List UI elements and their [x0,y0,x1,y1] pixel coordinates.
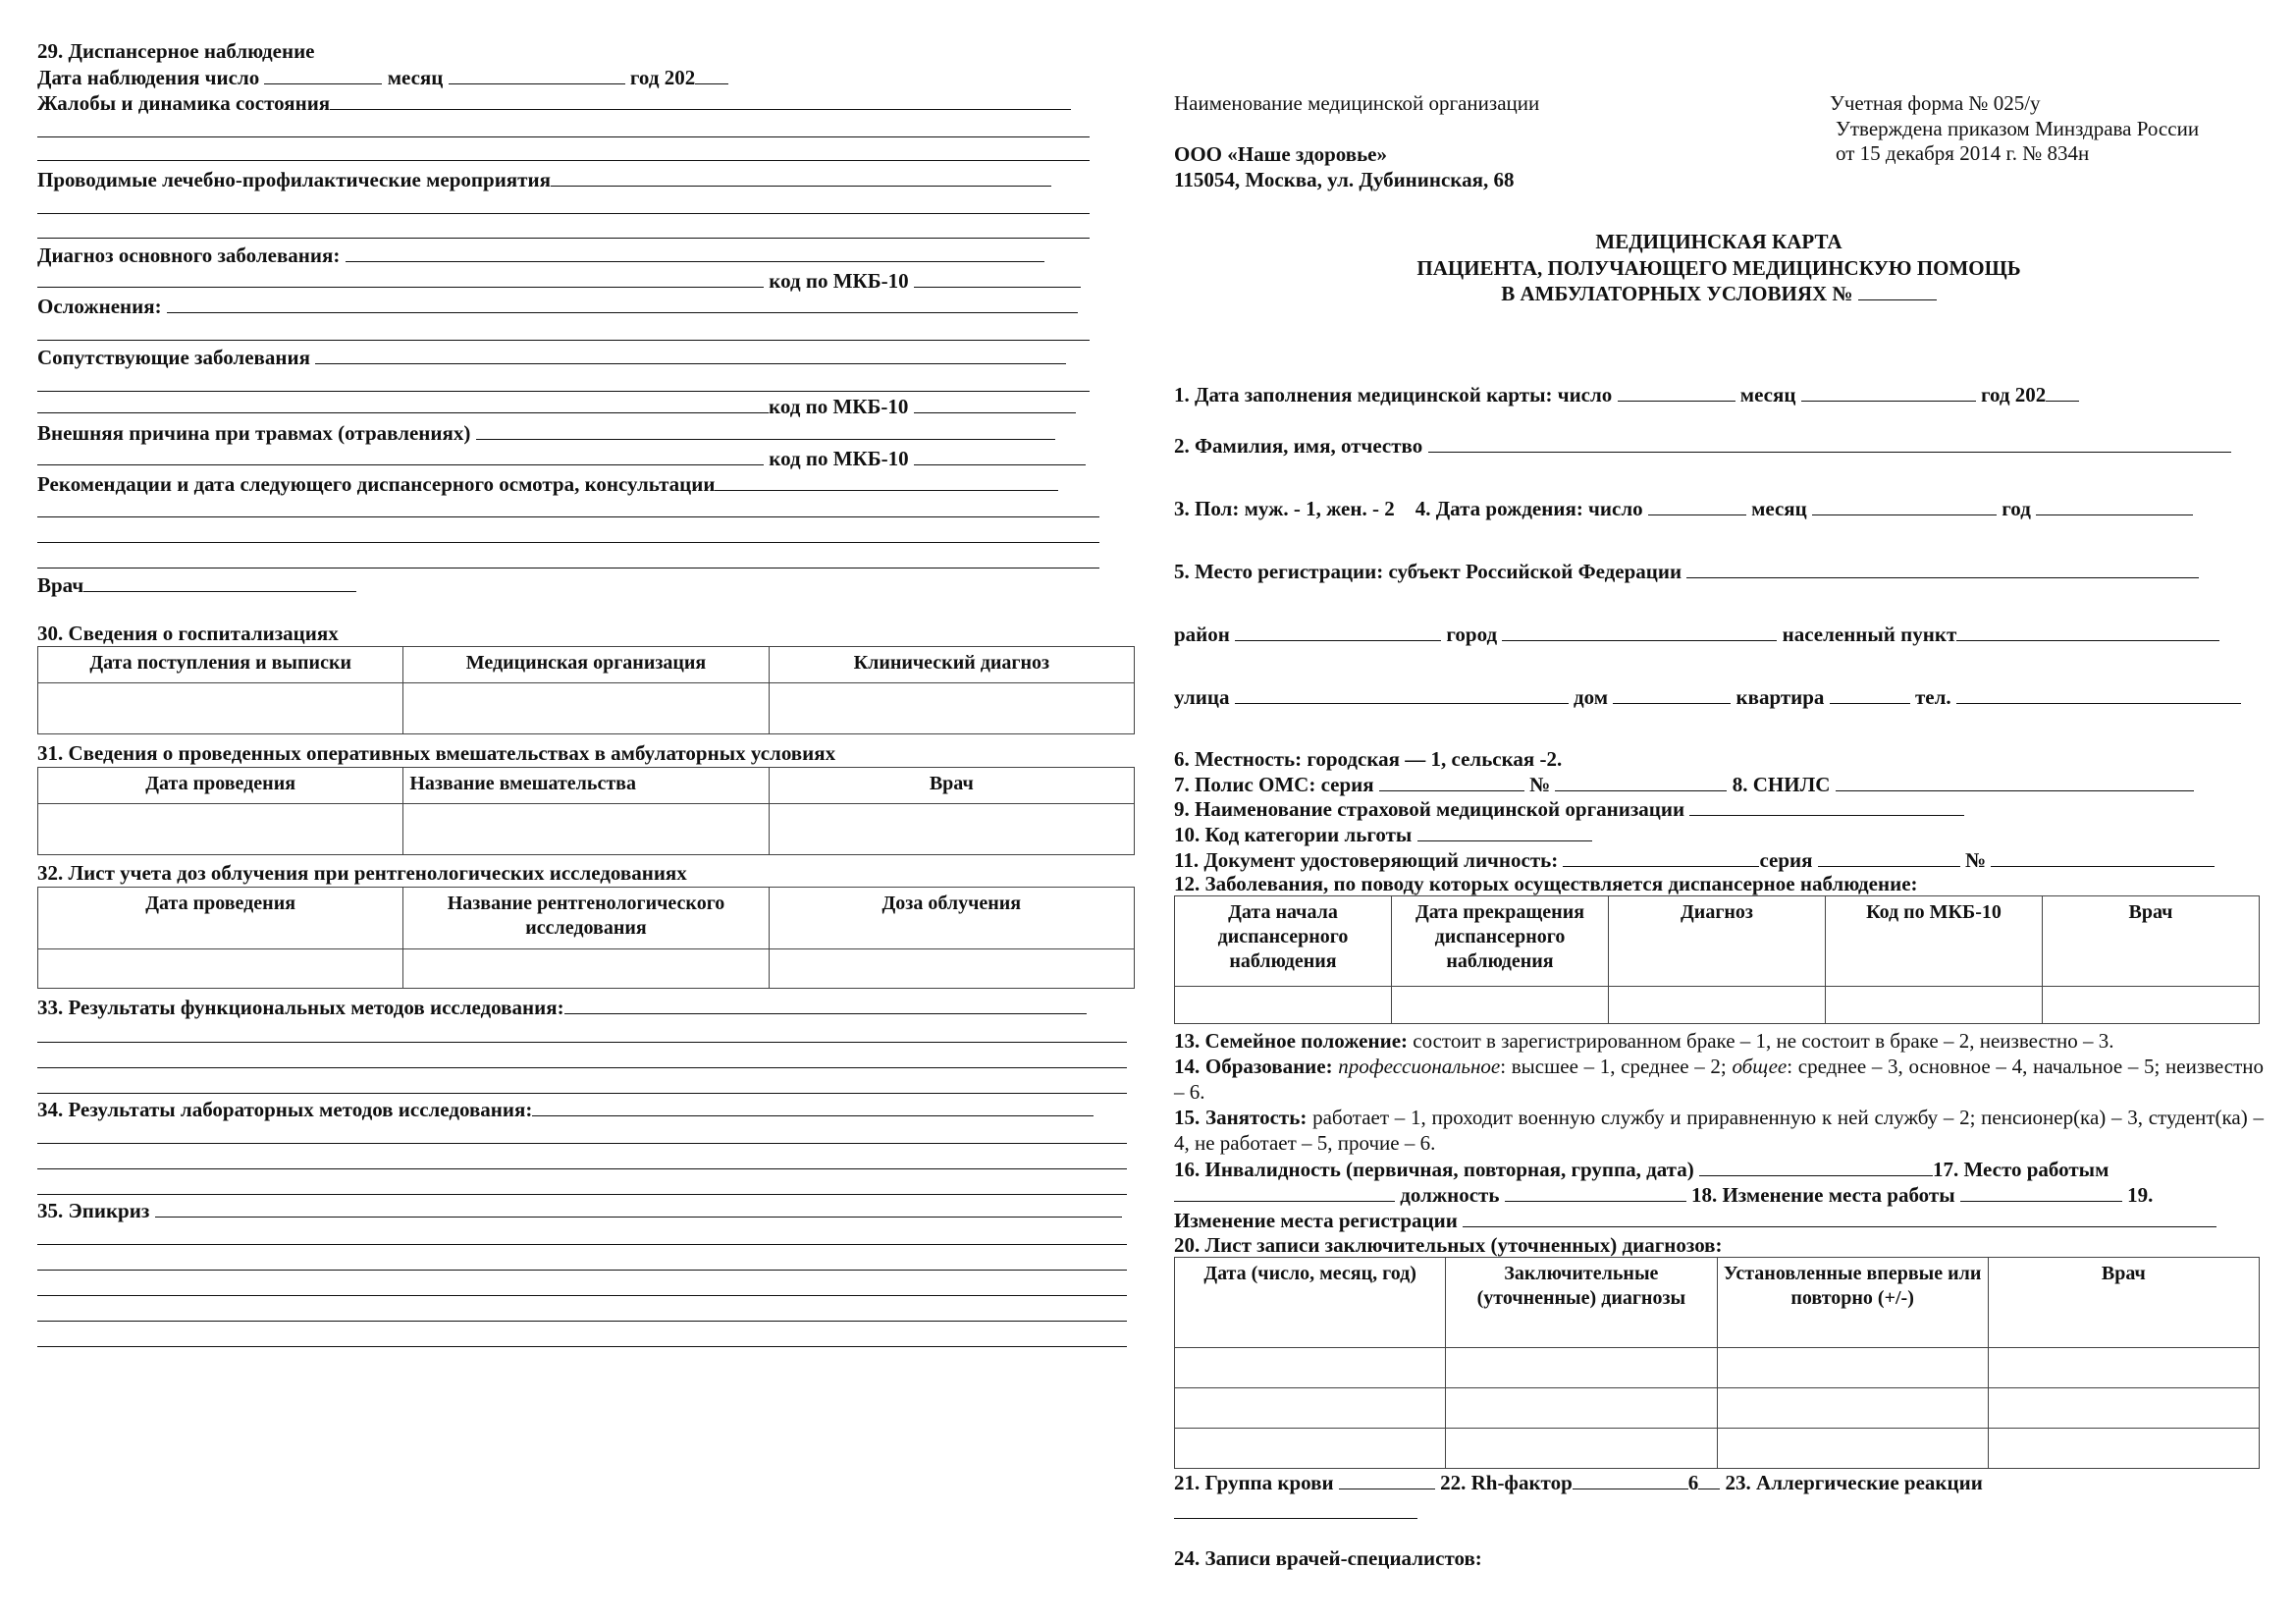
table-header: Код по МКБ-10 [1826,896,2043,987]
approved-text: Утверждена приказом Минздрава России [1836,117,2200,140]
section-32-title: 32. Лист учета доз облучения при рентгенологических исследованиях [37,861,687,885]
concomitant-row: Сопутствующие заболевания [37,345,1066,370]
epicrisis-line-5[interactable] [37,1321,1127,1322]
lab-results-field[interactable] [532,1097,1094,1116]
table-cell[interactable] [1717,1429,1988,1469]
position-field[interactable] [1505,1182,1686,1202]
blood-group-field[interactable] [1339,1470,1435,1489]
table-cell[interactable] [1717,1348,1988,1388]
registration-row: 5. Место регистрации: субъект Российской Федерации [1174,559,2199,584]
table-header: Заключительные (уточненные) диагнозы [1446,1258,1717,1348]
benefit-code-field[interactable] [1417,822,1592,841]
locality-field[interactable] [1956,622,2219,641]
epicrisis-line-3[interactable] [37,1270,1127,1271]
allergy-field[interactable] [1174,1518,1417,1519]
table-cell[interactable] [1175,1348,1446,1388]
mkb-code-1-field[interactable] [914,268,1081,288]
external-cause-row: Внешняя причина при травмах (отравлениях) [37,420,1055,446]
rh-extra-field[interactable] [1698,1470,1720,1489]
city-field[interactable] [1502,622,1777,641]
employment: 15. Занятость: работает – 1, проходит военную службу и приравненную к ней службу – 2; пенсионер(ка) – 3, студент(ка) –4, не работает – 5, прочие – 6. [1174,1106,2264,1155]
table-cell[interactable] [1446,1388,1717,1429]
workplace-field[interactable] [1174,1182,1395,1202]
table-cell[interactable] [403,949,769,989]
table-header: Установленные впервые или повторно (+/-) [1717,1258,1988,1348]
functional-line-2[interactable] [37,1042,1127,1043]
doctor-row: Врач [37,572,356,598]
id-number-field[interactable] [1991,847,2215,867]
oms-series-field[interactable] [1379,772,1524,791]
left-page [37,0,1142,1624]
table-cell[interactable] [1988,1388,2259,1429]
birth-day-field[interactable] [1648,496,1746,515]
table-header: Врач [2043,896,2260,987]
fill-date-row: 1. Дата заполнения медицинской карты: число месяц год 202 [1174,382,2079,407]
table-header: Врач [769,768,1134,804]
dispensary-table [1174,895,2260,1024]
epicrisis-line-4[interactable] [37,1295,1127,1296]
table-header: Диагноз [1609,896,1826,987]
section-12-title: 12. Заболевания, по поводу которых осуществляется диспансерное наблюдение: [1174,872,1918,895]
concomitant-field[interactable] [315,345,1066,364]
functional-results-field[interactable] [564,995,1087,1014]
id-series-field[interactable] [1818,847,1960,867]
observation-day-field[interactable] [264,65,382,84]
table-cell[interactable] [38,804,403,855]
table-header: Дата (число, месяц, год) [1175,1258,1446,1348]
card-title-2: ПАЦИЕНТА, ПОЛУЧАЮЩЕГО МЕДИЦИНСКУЮ ПОМОЩЬ [1416,256,2021,280]
id-document-row: 11. Документ удостоверяющий личность: серия № [1174,847,2215,873]
epicrisis-row: 35. Эпикриз [37,1198,1122,1223]
address-row-2: улица дом квартира тел. [1174,684,2241,710]
section-30-title: 30. Сведения о госпитализациях [37,622,339,645]
table-header: Название рентгенологического исследования [403,888,769,949]
radiation-dose-table [37,887,1135,989]
observation-month-field[interactable] [449,65,625,84]
table-cell[interactable] [1175,1388,1446,1429]
table-cell[interactable] [1392,987,1609,1024]
birth-year-field[interactable] [2036,496,2193,515]
disability-row: 16. Инвалидность (первичная, повторная, группа, дата) 17. Место работым [1174,1158,2109,1181]
table-cell[interactable] [769,949,1134,989]
table-cell[interactable] [38,949,403,989]
mkb-code-2-field[interactable] [914,394,1076,413]
diagnosis-row: Диагноз основного заболевания: [37,243,1044,268]
insurer-row: 9. Наименование страховой медицинской организации [1174,796,1964,822]
complaints-line-2[interactable] [37,136,1090,137]
observation-date-row: Дата наблюдения число месяц год 202 [37,65,728,90]
table-cell[interactable] [1988,1429,2259,1469]
table-header: Доза облучения [769,888,1134,949]
lab-line-3[interactable] [37,1168,1127,1169]
epicrisis-line-2[interactable] [37,1244,1127,1245]
external-cause-field-2[interactable] [37,446,764,465]
right-page [1174,0,2264,1624]
form-number: Учетная форма № 025/у [1830,91,2041,115]
concomitant-line-2[interactable] [37,391,1090,392]
table-cell[interactable] [769,804,1134,855]
mkb-code-3-field[interactable] [914,446,1086,465]
sex-birth-row: 3. Пол: муж. - 1, жен. - 2 4. Дата рождения: число месяц год [1174,496,2193,521]
section-29-title: 29. Диспансерное наблюдение [37,39,315,63]
functional-results-row: 33. Результаты функциональных методов исследования: [37,995,1087,1020]
complaints-line-3[interactable] [37,160,1090,161]
birth-month-field[interactable] [1812,496,1997,515]
recommend-line-3[interactable] [37,542,1099,543]
observation-year-field[interactable] [695,65,728,84]
blood-row: 21. Группа крови 22. Rh-фактор 6 23. Аллергические реакции [1174,1471,1983,1494]
measures-line-3[interactable] [37,238,1090,239]
table-header: Врач [1988,1258,2259,1348]
table-header: Дата поступления и выписки [38,647,403,683]
street-field[interactable] [1235,684,1569,704]
recommend-line-2[interactable] [37,516,1099,517]
table-cell[interactable] [1446,1429,1717,1469]
lab-results-row: 34. Результаты лабораторных методов исследования: [37,1097,1094,1122]
snils-field[interactable] [1836,772,2194,791]
org-address: 115054, Москва, ул. Дубининская, 68 [1174,168,1515,191]
table-cell[interactable] [38,683,403,734]
measures-line-2[interactable] [37,213,1090,214]
concomitant-field-3[interactable] [37,394,769,413]
diagnosis-field-2[interactable] [37,268,764,288]
card-title-1: МЕДИЦИНСКАЯ КАРТА [1595,230,1842,253]
table-cell[interactable] [1826,987,2043,1024]
diagnosis-field[interactable] [346,243,1044,262]
measures-field[interactable] [551,167,1051,187]
complaints-field[interactable] [330,90,1071,110]
table-cell[interactable] [1446,1348,1717,1388]
doctor-field[interactable] [83,572,356,592]
final-diagnoses-table [1174,1257,2260,1469]
table-cell[interactable] [403,683,769,734]
address-row-1: район город населенный пункт [1174,622,2219,647]
region-field[interactable] [1686,559,2199,578]
table-header: Дата начала диспансерного наблюдения [1175,896,1392,987]
fill-day-field[interactable] [1618,382,1735,402]
table-header: Дата проведения [38,888,403,949]
table-cell[interactable] [1175,1429,1446,1469]
table-header: Дата прекращения диспансерного наблюдения [1392,896,1609,987]
epicrisis-line-6[interactable] [37,1346,1127,1347]
complaints-row: Жалобы и динамика состояния [37,90,1071,116]
house-field[interactable] [1613,684,1731,704]
measures-row: Проводимые лечебно-профилактические мероприятия [37,167,1051,192]
registration-change-field[interactable] [1463,1208,2216,1227]
workplace-change-field[interactable] [1960,1182,2122,1202]
lab-line-2[interactable] [37,1143,1127,1144]
locality-type: 6. Местность: городская — 1, сельская -2. [1174,747,1563,771]
education: 14. Образование: профессиональное: высшее – 1, среднее – 2; общее: среднее – 3, основное – 4, начальное – 5; неизвестно – 6. [1174,1055,2264,1104]
fullname-row: 2. Фамилия, имя, отчество [1174,433,2231,459]
table-cell[interactable] [769,683,1134,734]
mkb-row-3: код по МКБ-10 [37,446,1086,471]
complications-field[interactable] [167,294,1078,313]
functional-line-4[interactable] [37,1093,1127,1094]
epicrisis-field[interactable] [155,1198,1122,1218]
functional-line-3[interactable] [37,1067,1127,1068]
apartment-field[interactable] [1830,684,1910,704]
phone-field[interactable] [1956,684,2241,704]
registration-change-row: Изменение места регистрации [1174,1208,2216,1233]
oms-number-field[interactable] [1555,772,1727,791]
fill-month-field[interactable] [1801,382,1976,402]
section-31-title: 31. Сведения о проведенных оперативных вмешательствах в амбулаторных условиях [37,741,836,765]
mkb-row-2: код по МКБ-10 [37,394,1076,419]
card-number-field[interactable] [1858,281,1937,300]
table-cell[interactable] [2043,987,2260,1024]
recommend-field[interactable] [715,471,1058,491]
table-header: Клинический диагноз [769,647,1134,683]
table-cell[interactable] [1717,1388,1988,1429]
benefit-code-row: 10. Код категории льготы [1174,822,1592,847]
fullname-field[interactable] [1428,433,2231,453]
fill-year-field[interactable] [2046,382,2079,402]
id-document-field[interactable] [1563,847,1759,867]
recommend-row: Рекомендации и дата следующего диспансерного осмотра, консультации [37,471,1058,497]
lab-line-4[interactable] [37,1194,1127,1195]
complications-row: Осложнения: [37,294,1078,319]
complications-line-2[interactable] [37,340,1090,341]
table-cell[interactable] [1609,987,1826,1024]
table-cell[interactable] [403,804,769,855]
approved-date: от 15 декабря 2014 г. № 834н [1836,141,2090,165]
section-20-title: 20. Лист записи заключительных (уточненных) диагнозов: [1174,1233,1723,1257]
disability-field[interactable] [1699,1157,1933,1176]
table-cell[interactable] [1175,987,1392,1024]
org-name: ООО «Наше здоровье» [1174,142,1387,166]
district-field[interactable] [1235,622,1441,641]
card-title-3-row: В АМБУЛАТОРНЫХ УСЛОВИЯХ № [1174,280,2264,308]
workplace-row: должность 18. Изменение места работы 19. [1174,1182,2153,1208]
hospitalizations-table [37,646,1135,734]
insurer-field[interactable] [1689,796,1964,816]
table-header: Медицинская организация [403,647,769,683]
table-header: Название вмешательства [403,768,769,804]
oms-policy-row: 7. Полис ОМС: серия № 8. СНИЛС [1174,772,2194,797]
external-cause-field[interactable] [476,420,1055,440]
specialist-records-title: 24. Записи врачей-специалистов: [1174,1546,1482,1570]
marital-status: 13. Семейное положение: состоит в зарегистрированном браке – 1, не состоит в браке – 2, неизвестно – 3. [1174,1029,2114,1053]
table-cell[interactable] [1988,1348,2259,1388]
operations-table [37,767,1135,855]
mkb-row-1: код по МКБ-10 [37,268,1081,294]
rh-factor-field[interactable] [1573,1470,1688,1489]
table-header: Дата проведения [38,768,403,804]
org-label: Наименование медицинской организации [1174,91,1540,115]
